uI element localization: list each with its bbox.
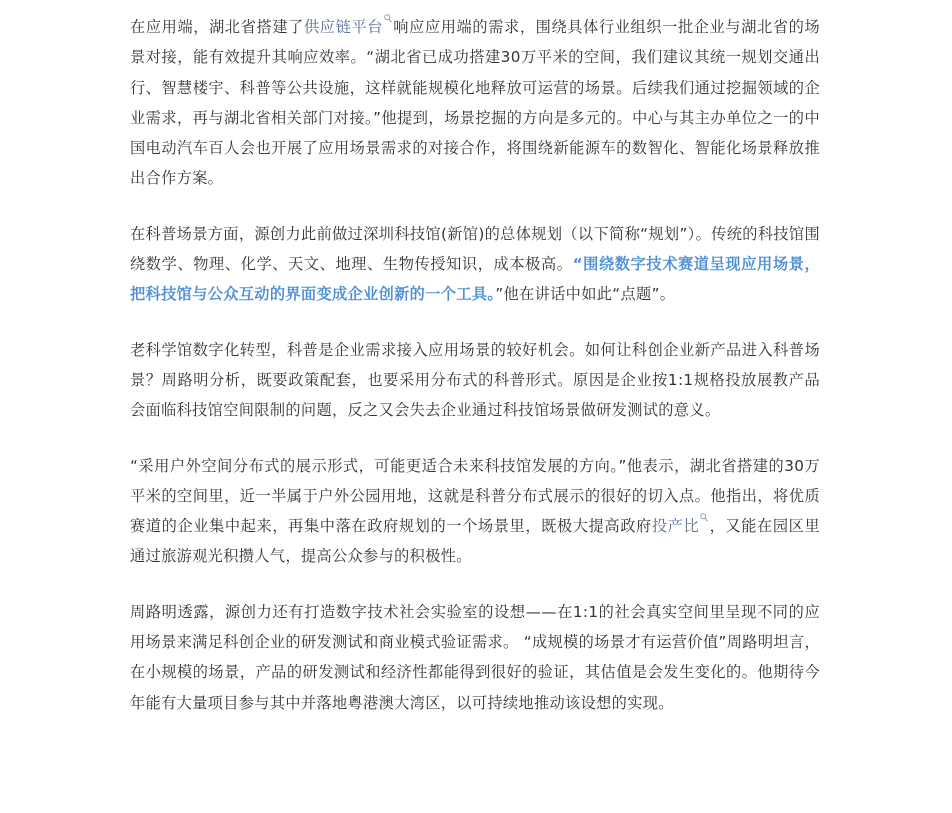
paragraph-text: “采用户外空间分布式的展示形式，可能更适合未来科技馆发展的方向。”他表示，湖北省搭建的30万平米的空间里，近一半属于户外公园用地，这就是科普分布式展示的很好的切入点。他指出，将优质赛道的企业集中起来，再集中落在政府规划的一个场景里，既极大提高政府 <box>130 456 820 536</box>
paragraph-text: 响应应用端的需求，围绕具体行业组织一批企业与湖北省的场景对接，能有效提升其响应效率。“湖北省已成功搭建30万平米的空间，我们建议其统一规划交通出行、智慧楼宇、科普等公共设施，这样就能规模化地释放可运营的场景。后续我们通过挖掘领域的企业需求，再与湖北省相关部门对接。”他提到，场景挖掘的方向是多元的。中心与其主办单位之一的中国电动汽车百人会也开展了应用场景需求的对接合作，将围绕新能源车的数智化、智能化场景释放推出合作方案。 <box>130 18 821 188</box>
paragraph-social-lab <box>130 597 820 718</box>
paragraph-science-scene <box>130 219 820 310</box>
paragraph-text: 在科普场景方面，源创力此前做过深圳科技馆(新馆)的总体规划（以下简称“规划”）。传统的科技馆围绕数学、物理、化学、天文、地理、生物传授知识，成本极高。 <box>130 224 820 274</box>
paragraph-outdoor-display <box>130 451 820 572</box>
paragraph-text: 老科学馆数字化转型，科普是企业需求接入应用场景的较好机会。如何让科创企业新产品进入科普场景？周路明分析，既要政策配套，也要采用分布式的科普形式。原因是企业按1:1规格投放展教产品会面临科技馆空间限制的问题，反之又会失去企业通过科技馆场景做研发测试的意义。 <box>130 340 820 420</box>
keyword-link-input-output-ratio[interactable]: 投产比 <box>651 517 700 536</box>
search-icon[interactable] <box>384 14 392 23</box>
paragraph-application-side <box>130 12 820 194</box>
paragraph-museum-transformation <box>130 335 820 426</box>
paragraph-text: ”他在讲话中如此“点题”。 <box>495 285 676 304</box>
search-icon[interactable] <box>700 513 708 522</box>
paragraph-text: ，又能在园区里通过旅游观光积攒人气，提高公众参与的积极性。 <box>130 517 820 566</box>
keyword-link-supply-chain-platform[interactable]: 供应链平台 <box>303 18 384 36</box>
paragraph-text: 周路明透露，源创力还有打造数字技术社会实验室的设想——在1:1的社会真实空间里呈现不同的应用场景来满足科创企业的研发测试和商业模式验证需求。 “成规模的场景才有运营价值”周路明坦言，在小规模的场景，产品的研发测试和经济性都能得到很好的验证，其估值是会发生变化的。他期待今年能有大量项目参与其中并落地粤港澳大湾区，以可持续地推动该设想的实现。 <box>130 602 820 712</box>
article-body <box>130 12 820 718</box>
highlighted-quote: “围绕数字技术赛道呈现应用场景，把科技馆与公众互动的界面变成企业创新的一个工具。 <box>130 255 820 304</box>
paragraph-text: 在应用端，湖北省搭建了 <box>130 18 304 36</box>
